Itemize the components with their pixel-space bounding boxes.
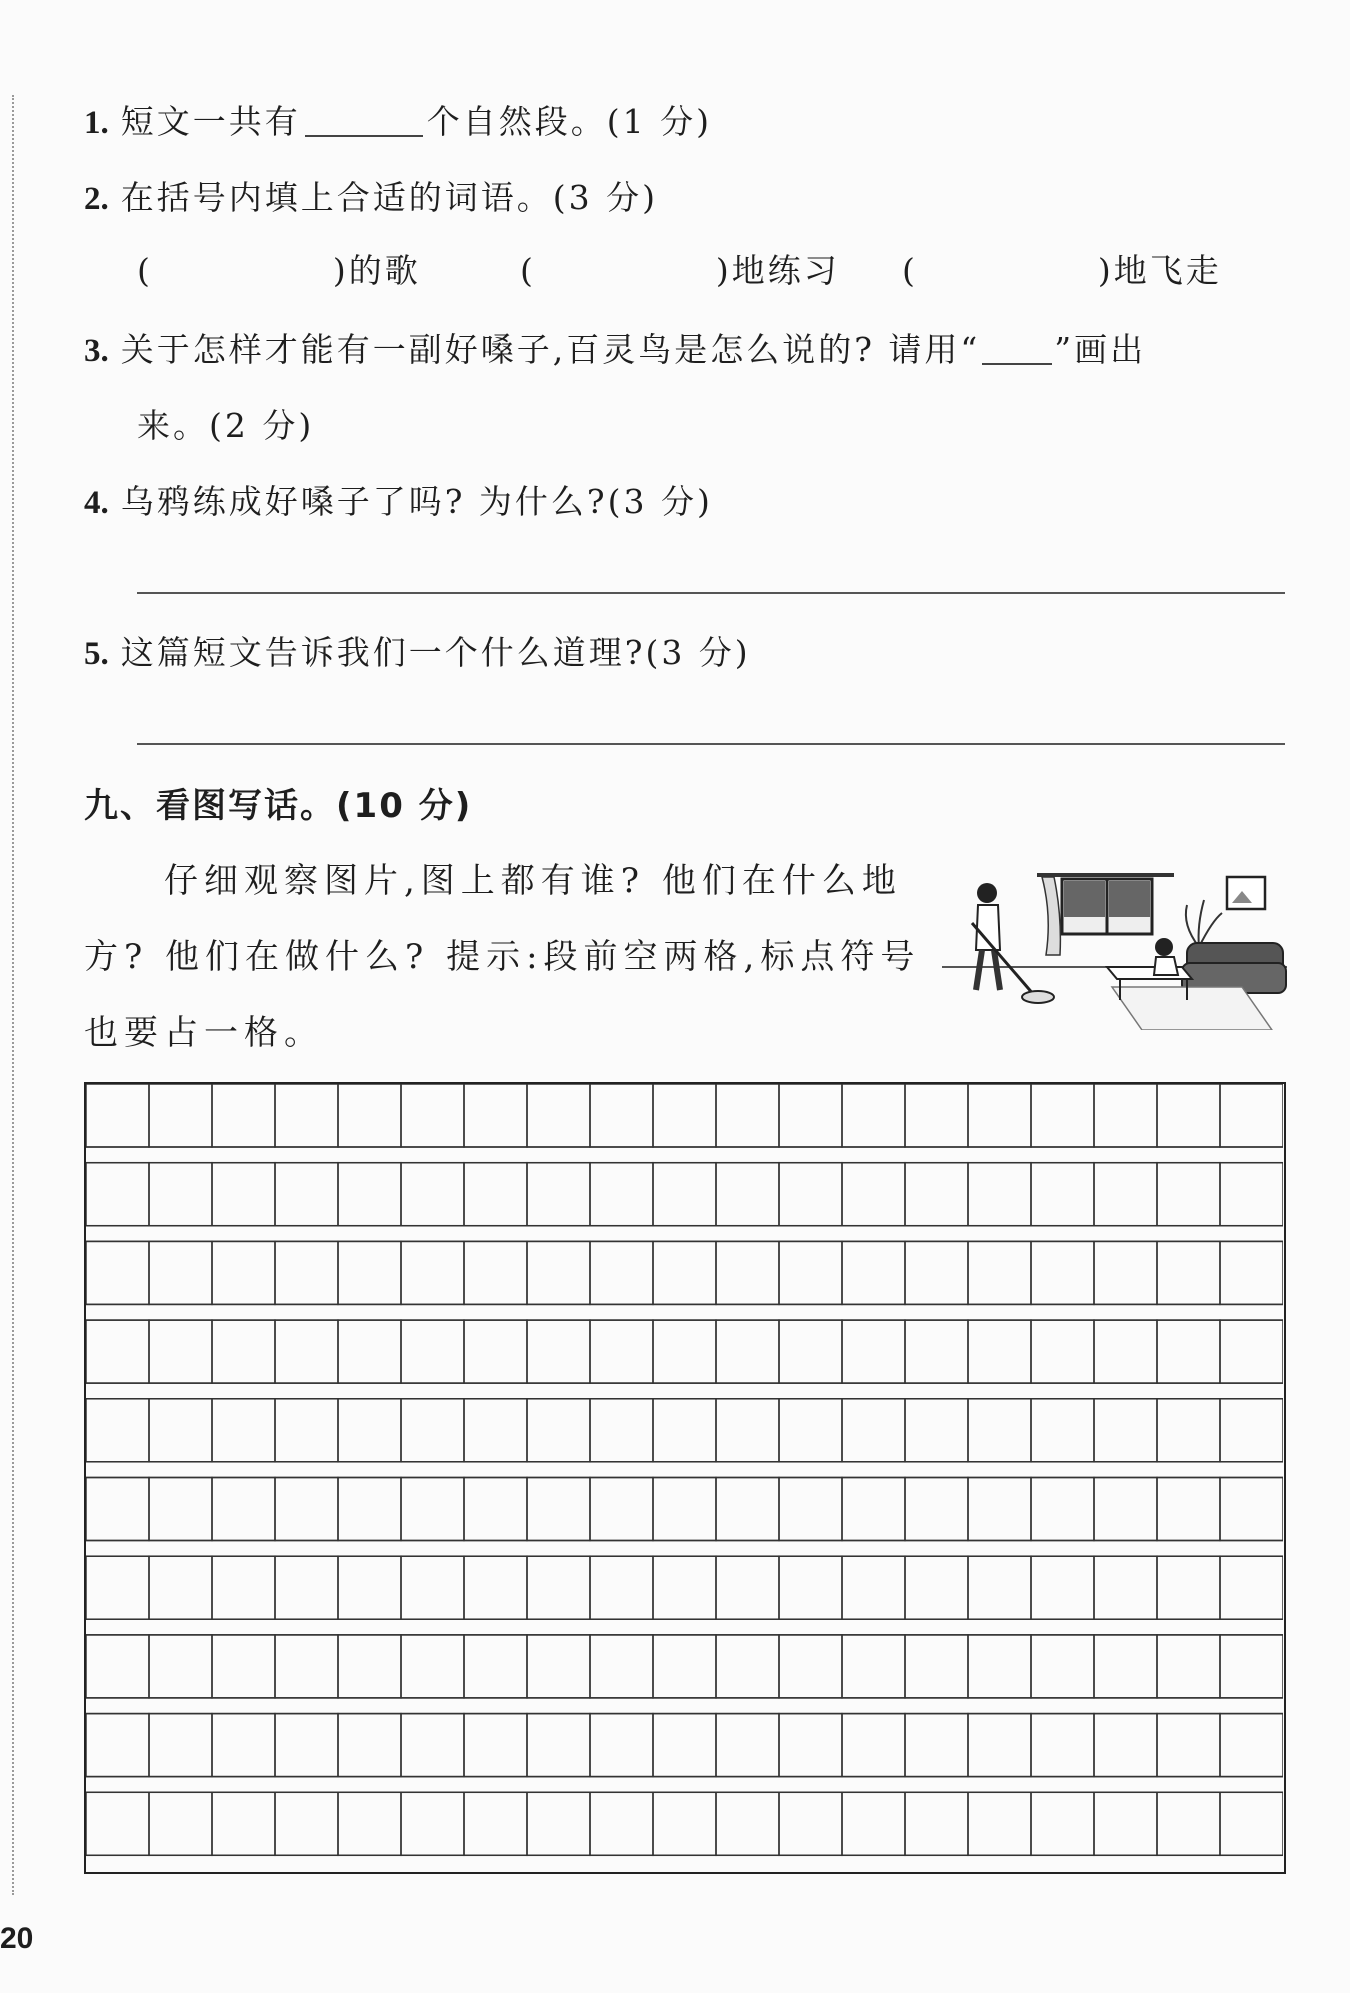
grid-cell[interactable]	[779, 1478, 842, 1541]
grid-cell[interactable]	[653, 1084, 716, 1147]
grid-cell[interactable]	[590, 1163, 653, 1226]
fill-item-3[interactable]: ( )地飞走	[902, 251, 1222, 290]
grid-cell[interactable]	[842, 1556, 905, 1619]
answer-blank[interactable]	[305, 105, 423, 137]
grid-cell[interactable]	[149, 1241, 212, 1304]
question-4	[84, 476, 713, 523]
grid-cell[interactable]	[527, 1792, 590, 1855]
grid-cell[interactable]	[905, 1399, 968, 1462]
question-3	[84, 324, 1146, 371]
grid-cell[interactable]	[1220, 1478, 1283, 1541]
grid-cell[interactable]	[905, 1163, 968, 1226]
fill-item-2[interactable]: ( )地练习	[520, 251, 840, 290]
grid-cell[interactable]	[1094, 1635, 1157, 1698]
grid-cell[interactable]	[1220, 1399, 1283, 1462]
grid-cell[interactable]	[338, 1478, 401, 1541]
grid-cell[interactable]	[464, 1163, 527, 1226]
grid-cell[interactable]	[653, 1163, 716, 1226]
grid-cell[interactable]	[338, 1399, 401, 1462]
grid-cell[interactable]	[212, 1320, 275, 1383]
grid-cell[interactable]	[464, 1792, 527, 1855]
grid-cell[interactable]	[590, 1792, 653, 1855]
grid-cell[interactable]	[716, 1556, 779, 1619]
grid-cell[interactable]	[149, 1320, 212, 1383]
grid-cell[interactable]	[1094, 1163, 1157, 1226]
question-text: ”画出	[1054, 330, 1147, 369]
grid-cell[interactable]	[653, 1635, 716, 1698]
grid-cell[interactable]	[1031, 1714, 1094, 1777]
question-3-line-2: 来。(2 分)	[137, 406, 315, 445]
grid-cell[interactable]	[1220, 1792, 1283, 1855]
question-number: 1.	[84, 105, 109, 141]
question-number: 2.	[84, 181, 109, 217]
grid-cell[interactable]	[275, 1792, 338, 1855]
grid-cell[interactable]	[149, 1556, 212, 1619]
grid-cell[interactable]	[1157, 1399, 1220, 1462]
grid-cell[interactable]	[1220, 1556, 1283, 1619]
grid-cell[interactable]	[653, 1320, 716, 1383]
grid-cell[interactable]	[653, 1714, 716, 1777]
question-number: 3.	[84, 333, 109, 369]
grid-cell[interactable]	[968, 1556, 1031, 1619]
grid-cell[interactable]	[716, 1478, 779, 1541]
grid-cell[interactable]	[149, 1399, 212, 1462]
grid-cell[interactable]	[212, 1714, 275, 1777]
grid-cell[interactable]	[968, 1478, 1031, 1541]
grid-cell[interactable]	[401, 1320, 464, 1383]
grid-cell[interactable]	[401, 1084, 464, 1147]
grid-cell[interactable]	[338, 1556, 401, 1619]
grid-cell[interactable]	[275, 1635, 338, 1698]
grid-cell[interactable]	[149, 1163, 212, 1226]
grid-cell[interactable]	[1031, 1556, 1094, 1619]
grid-cell[interactable]	[968, 1635, 1031, 1698]
grid-cell[interactable]	[905, 1320, 968, 1383]
grid-cell[interactable]	[968, 1320, 1031, 1383]
grid-cell[interactable]	[1094, 1556, 1157, 1619]
grid-cell[interactable]	[401, 1399, 464, 1462]
grid-cell[interactable]	[1031, 1478, 1094, 1541]
grid-cell[interactable]	[275, 1478, 338, 1541]
grid-cell[interactable]	[590, 1084, 653, 1147]
grid-cell[interactable]	[779, 1714, 842, 1777]
grid-cell[interactable]	[968, 1792, 1031, 1855]
question-number: 5.	[84, 636, 109, 672]
instruction-line-1: 仔细观察图片,图上都有谁? 他们在什么地	[164, 861, 902, 901]
grid-cell[interactable]	[212, 1556, 275, 1619]
grid-cell[interactable]	[1094, 1084, 1157, 1147]
grid-cell[interactable]	[1157, 1556, 1220, 1619]
grid-cell[interactable]	[527, 1714, 590, 1777]
grid-cell[interactable]	[338, 1792, 401, 1855]
question-text: 短文一共有	[120, 102, 301, 141]
grid-cell[interactable]	[1094, 1478, 1157, 1541]
question-1	[84, 96, 712, 143]
grid-cell[interactable]	[86, 1163, 149, 1226]
grid-cell[interactable]	[464, 1635, 527, 1698]
answer-line-4[interactable]	[137, 592, 1285, 594]
grid-cell[interactable]	[86, 1320, 149, 1383]
grid-cell[interactable]	[716, 1635, 779, 1698]
grid-cell[interactable]	[401, 1163, 464, 1226]
instruction-line-2: 方? 他们在做什么? 提示:段前空两格,标点符号	[84, 937, 921, 977]
grid-cell[interactable]	[716, 1241, 779, 1304]
grid-cell[interactable]	[590, 1635, 653, 1698]
grid-cell[interactable]	[275, 1084, 338, 1147]
question-text: 个自然段。(1 分)	[426, 102, 712, 141]
grid-cell[interactable]	[464, 1556, 527, 1619]
grid-cell[interactable]	[842, 1792, 905, 1855]
grid-cell[interactable]	[212, 1399, 275, 1462]
grid-cell[interactable]	[275, 1714, 338, 1777]
grid-cell[interactable]	[968, 1714, 1031, 1777]
grid-cell[interactable]	[275, 1556, 338, 1619]
question-text: 在括号内填上合适的词语。(3 分)	[120, 178, 658, 217]
grid-cell[interactable]	[401, 1241, 464, 1304]
grid-cell[interactable]	[1094, 1792, 1157, 1855]
grid-cell[interactable]	[401, 1714, 464, 1777]
grid-cell[interactable]	[842, 1478, 905, 1541]
grid-cell[interactable]	[338, 1714, 401, 1777]
grid-cell[interactable]	[779, 1635, 842, 1698]
grid-cell[interactable]	[149, 1714, 212, 1777]
grid-cell[interactable]	[842, 1635, 905, 1698]
grid-cell[interactable]	[716, 1399, 779, 1462]
grid-cell[interactable]	[464, 1320, 527, 1383]
grid-cell[interactable]	[86, 1635, 149, 1698]
grid-cell[interactable]	[275, 1163, 338, 1226]
grid-cell[interactable]	[716, 1084, 779, 1147]
grid-cell[interactable]	[86, 1084, 149, 1147]
grid-cell[interactable]	[401, 1792, 464, 1855]
grid-cell[interactable]	[527, 1320, 590, 1383]
question-2	[84, 172, 658, 219]
grid-cell[interactable]	[842, 1163, 905, 1226]
grid-cell[interactable]	[149, 1792, 212, 1855]
grid-cell[interactable]	[527, 1084, 590, 1147]
grid-cell[interactable]	[401, 1478, 464, 1541]
grid-cell[interactable]	[338, 1084, 401, 1147]
grid-cell[interactable]	[590, 1714, 653, 1777]
grid-cell[interactable]	[779, 1399, 842, 1462]
grid-cell[interactable]	[149, 1478, 212, 1541]
grid-cell[interactable]	[590, 1478, 653, 1541]
grid-cell[interactable]	[1220, 1084, 1283, 1147]
grid-cell[interactable]	[1157, 1792, 1220, 1855]
grid-cell[interactable]	[527, 1241, 590, 1304]
grid-cell[interactable]	[275, 1320, 338, 1383]
grid-cell[interactable]	[968, 1163, 1031, 1226]
grid-cell[interactable]	[338, 1241, 401, 1304]
grid-cell[interactable]	[653, 1556, 716, 1619]
grid-cell[interactable]	[1220, 1635, 1283, 1698]
grid-cell[interactable]	[401, 1556, 464, 1619]
grid-cell[interactable]	[338, 1320, 401, 1383]
grid-cell[interactable]	[86, 1399, 149, 1462]
grid-cell[interactable]	[905, 1792, 968, 1855]
grid-cell[interactable]	[1031, 1084, 1094, 1147]
grid-cell[interactable]	[905, 1478, 968, 1541]
question-text: 乌鸦练成好嗓子了吗? 为什么?(3 分)	[120, 482, 713, 521]
grid-cell[interactable]	[1157, 1241, 1220, 1304]
grid-cell[interactable]	[842, 1714, 905, 1777]
grid-cell[interactable]	[1094, 1241, 1157, 1304]
question-text: 这篇短文告诉我们一个什么道理?(3 分)	[120, 633, 751, 672]
grid-cell[interactable]	[1094, 1714, 1157, 1777]
section-title: 九、看图写话。(10 分)	[84, 786, 473, 826]
grid-cell[interactable]	[1031, 1320, 1094, 1383]
grid-cell[interactable]	[1094, 1320, 1157, 1383]
grid-cell[interactable]	[527, 1556, 590, 1619]
grid-cell[interactable]	[779, 1084, 842, 1147]
grid-cell[interactable]	[275, 1241, 338, 1304]
grid-cell[interactable]	[1220, 1163, 1283, 1226]
grid-cell[interactable]	[1220, 1241, 1283, 1304]
grid-cell[interactable]	[779, 1556, 842, 1619]
grid-cell[interactable]	[653, 1241, 716, 1304]
grid-cell[interactable]	[779, 1320, 842, 1383]
living-room-illustration	[942, 855, 1287, 1030]
grid-cell[interactable]	[905, 1635, 968, 1698]
grid-cell[interactable]	[968, 1399, 1031, 1462]
grid-cell[interactable]	[527, 1478, 590, 1541]
grid-cell[interactable]	[212, 1163, 275, 1226]
grid-cell[interactable]	[1031, 1399, 1094, 1462]
grid-cell[interactable]	[905, 1084, 968, 1147]
writing-grid[interactable]	[84, 1082, 1286, 1874]
question-number: 4.	[84, 485, 109, 521]
grid-cell[interactable]	[1157, 1635, 1220, 1698]
grid-cell[interactable]	[1157, 1714, 1220, 1777]
grid-cell[interactable]	[464, 1714, 527, 1777]
grid-cell[interactable]	[716, 1320, 779, 1383]
grid-cell[interactable]	[1220, 1320, 1283, 1383]
grid-cell[interactable]	[212, 1084, 275, 1147]
grid-cell[interactable]	[527, 1635, 590, 1698]
grid-cell[interactable]	[86, 1714, 149, 1777]
grid-cell[interactable]	[779, 1241, 842, 1304]
grid-cell[interactable]	[590, 1320, 653, 1383]
grid-cell[interactable]	[1157, 1163, 1220, 1226]
page-number: 20	[0, 1922, 34, 1955]
grid-cell[interactable]	[86, 1241, 149, 1304]
grid-cell[interactable]	[212, 1478, 275, 1541]
grid-cell[interactable]	[1031, 1241, 1094, 1304]
grid-cell[interactable]	[1031, 1163, 1094, 1226]
grid-cell[interactable]	[842, 1241, 905, 1304]
grid-cell[interactable]	[338, 1635, 401, 1698]
grid-cell[interactable]	[653, 1792, 716, 1855]
grid-cell[interactable]	[590, 1556, 653, 1619]
grid-cell[interactable]	[149, 1635, 212, 1698]
grid-cell[interactable]	[779, 1163, 842, 1226]
grid-cell[interactable]	[590, 1399, 653, 1462]
grid-cell[interactable]	[716, 1714, 779, 1777]
fill-item-1[interactable]: ( )的歌	[137, 251, 421, 290]
grid-cell[interactable]	[653, 1478, 716, 1541]
grid-cell[interactable]	[842, 1320, 905, 1383]
grid-cell[interactable]	[590, 1241, 653, 1304]
grid-cell[interactable]	[716, 1163, 779, 1226]
grid-cell[interactable]	[905, 1241, 968, 1304]
grid-cell[interactable]	[527, 1399, 590, 1462]
grid-cell[interactable]	[464, 1241, 527, 1304]
question-text: 关于怎样才能有一副好嗓子,百灵鸟是怎么说的? 请用“	[120, 330, 981, 369]
grid-cell[interactable]	[1157, 1478, 1220, 1541]
grid-cell[interactable]	[212, 1241, 275, 1304]
grid-cell[interactable]	[905, 1714, 968, 1777]
underline-sample	[982, 333, 1052, 365]
grid-cell[interactable]	[716, 1792, 779, 1855]
grid-cell[interactable]	[149, 1084, 212, 1147]
grid-cell[interactable]	[1157, 1084, 1220, 1147]
grid-cell[interactable]	[1157, 1320, 1220, 1383]
binding-margin-line	[12, 95, 14, 1895]
grid-cell[interactable]	[86, 1792, 149, 1855]
grid-cell[interactable]	[212, 1635, 275, 1698]
grid-cell[interactable]	[464, 1478, 527, 1541]
grid-cell[interactable]	[968, 1084, 1031, 1147]
grid-cell[interactable]	[464, 1399, 527, 1462]
grid-cell[interactable]	[1094, 1399, 1157, 1462]
question-5	[84, 627, 751, 674]
grid-cell[interactable]	[1220, 1714, 1283, 1777]
grid-cell[interactable]	[212, 1792, 275, 1855]
grid-cell[interactable]	[527, 1163, 590, 1226]
grid-cell[interactable]	[275, 1399, 338, 1462]
grid-cell[interactable]	[779, 1792, 842, 1855]
instruction-line-3: 也要占一格。	[84, 1013, 324, 1053]
grid-cell[interactable]	[86, 1556, 149, 1619]
grid-cell[interactable]	[464, 1084, 527, 1147]
grid-cell[interactable]	[842, 1084, 905, 1147]
answer-line-5[interactable]	[137, 743, 1285, 745]
grid-cell[interactable]	[86, 1478, 149, 1541]
grid-cell[interactable]	[653, 1399, 716, 1462]
grid-cell[interactable]	[968, 1241, 1031, 1304]
grid-cell[interactable]	[338, 1163, 401, 1226]
grid-cell[interactable]	[905, 1556, 968, 1619]
grid-cell[interactable]	[401, 1635, 464, 1698]
grid-cell[interactable]	[1031, 1635, 1094, 1698]
grid-cell[interactable]	[842, 1399, 905, 1462]
grid-cell[interactable]	[1031, 1792, 1094, 1855]
